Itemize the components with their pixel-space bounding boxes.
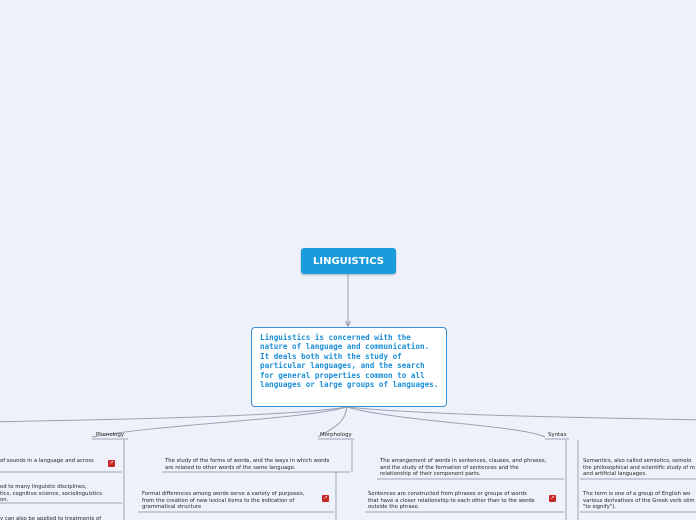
morphology-note-1[interactable]: The study of the forms of words, and the ways in which words are related to other words of the same language.: [165, 458, 330, 471]
semantics-note-1[interactable]: Semantics, also called semiotics, semolo the philosophical and scientific study of m and artificial languages.: [583, 458, 695, 478]
branch-morphology[interactable]: Morphology: [320, 432, 352, 438]
root-node[interactable]: LINGUISTICS: [301, 248, 396, 274]
link-phonology-far: [0, 407, 347, 422]
link-semantics: [347, 407, 696, 420]
branch-syntax[interactable]: Syntax: [548, 432, 567, 438]
phonology-note-3[interactable]: y can also be applied to treatments of: [0, 516, 102, 520]
link-syntax: [347, 407, 545, 437]
syntax-note-2[interactable]: Sentences are constructed from phrases or groups of words that have a closer relationship to each other than to the words outside the phrase.: [368, 491, 535, 511]
phonology-note-1[interactable]: of sounds in a language and across: [0, 458, 94, 464]
semantics-note-2[interactable]: The term is one of a group of English wo various derivatives of the Greek verb sēm "to signify").: [583, 491, 695, 511]
description-node[interactable]: Linguistics is concerned with the nature of language and communication. It deals both with the study of particular languages, and the search for general properties common to all languages or large groups of languages.: [251, 327, 447, 407]
morphology-note-2[interactable]: Formal differences among words serve a variety of purposes, from the creation of new lexical items to the indication of grammatical structure: [142, 491, 305, 511]
link-icon[interactable]: ↗: [550, 495, 555, 501]
branch-phonology[interactable]: Phonology: [96, 432, 125, 438]
syntax-note-1[interactable]: The arrangement of words in sentences, clauses, and phrases, and the study of the formation of sentences and the relationship of their component parts.: [380, 458, 547, 478]
link-icon[interactable]: ↗: [323, 495, 328, 501]
link-icon[interactable]: ↗: [109, 460, 114, 466]
phonology-note-2[interactable]: ed to many linguistic disciplines, tics, cognitive science, sociolinguistics on.: [0, 484, 102, 504]
